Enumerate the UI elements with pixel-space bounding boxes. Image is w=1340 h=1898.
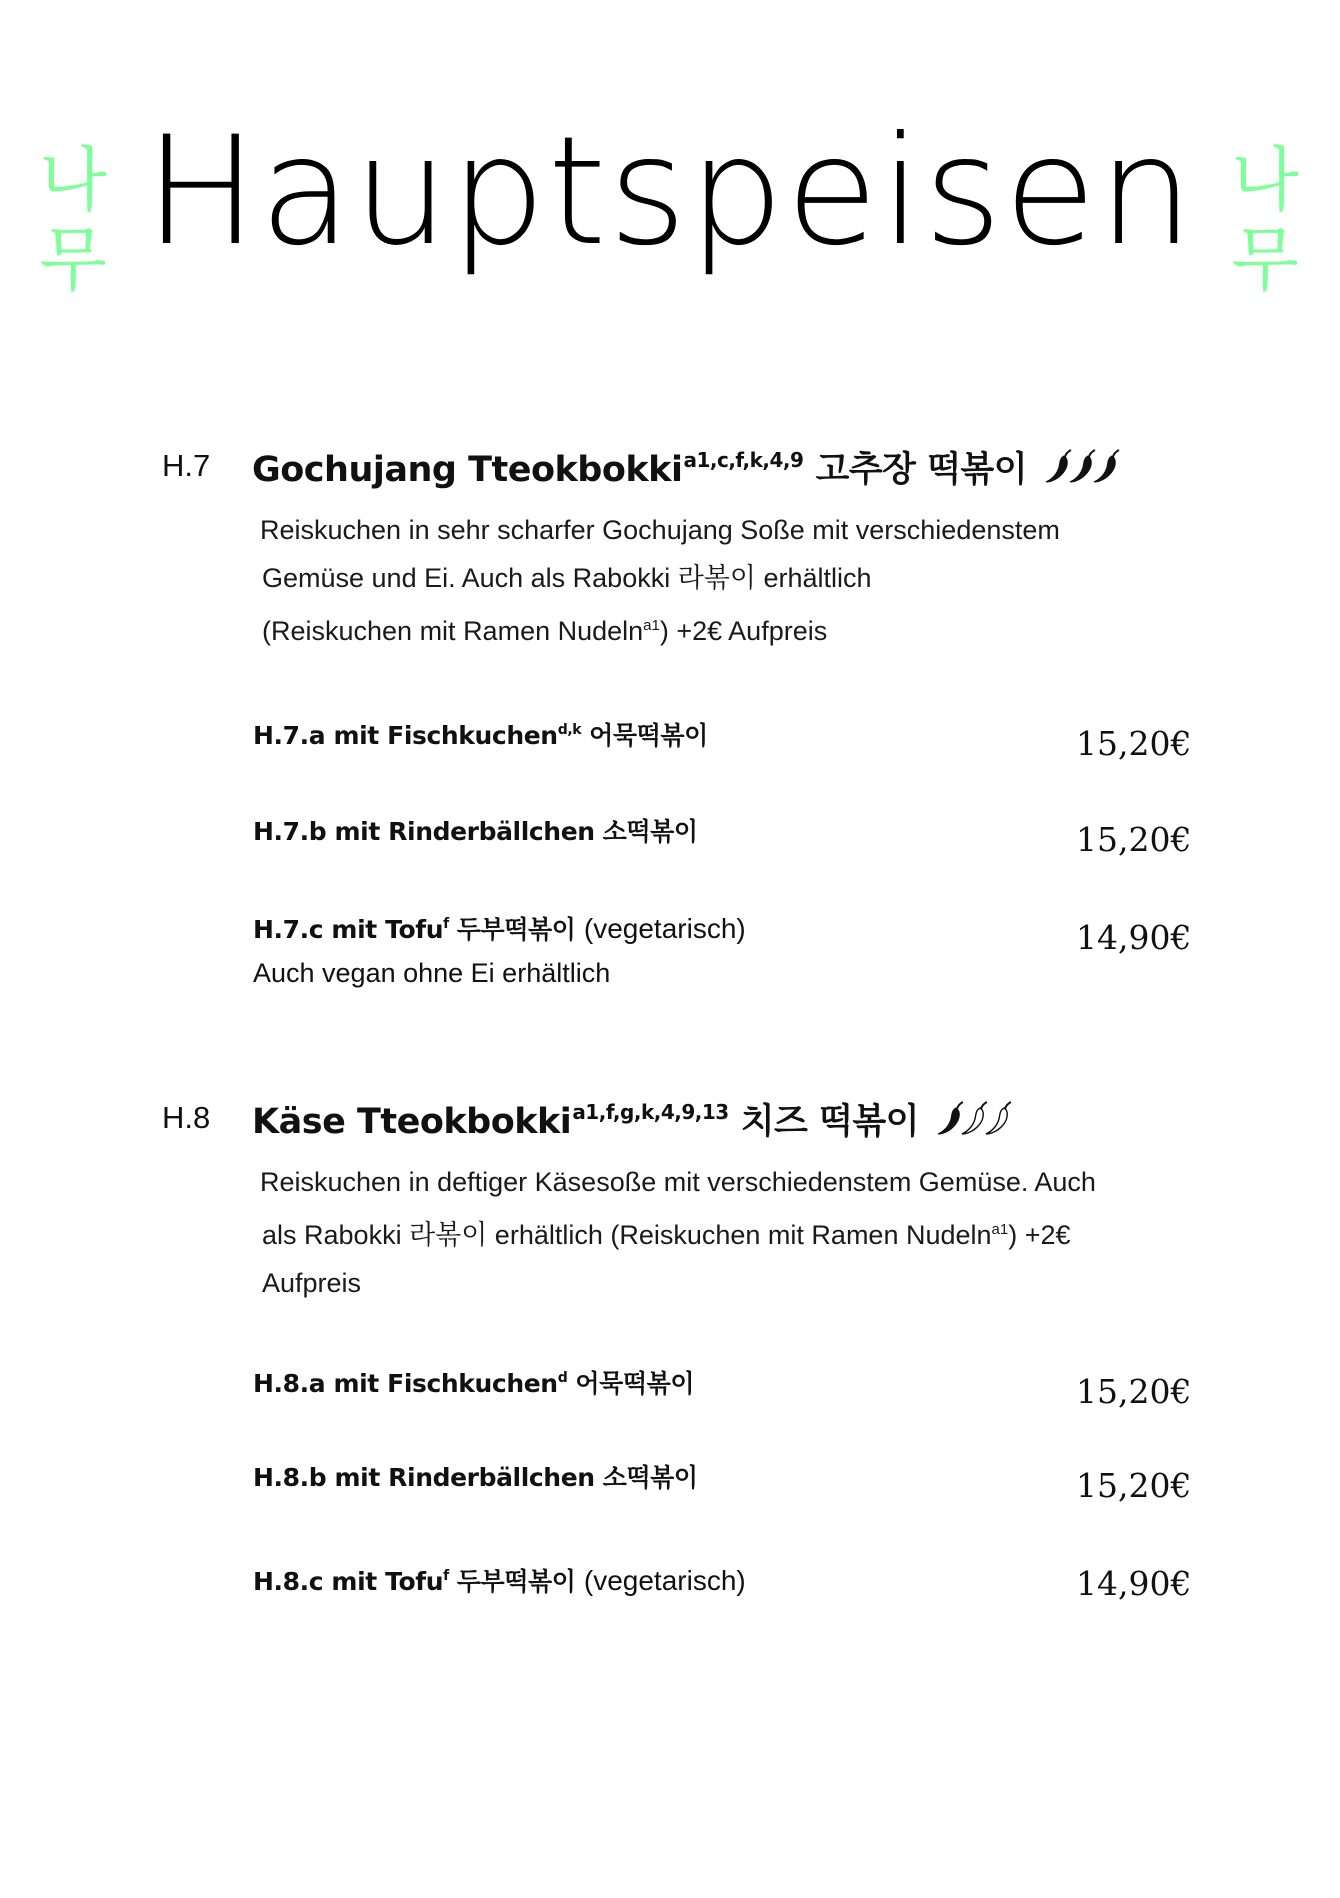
korean-name: 두부떡볶이 [456, 1567, 576, 1596]
allergen-codes: a1,f,g,k,4,9,13 [572, 1100, 729, 1124]
section-code: H.7 [162, 448, 211, 483]
item-price: 14,90€ [1076, 1564, 1192, 1603]
item-name [253, 910, 746, 946]
menu-item [0, 910, 1340, 988]
item-note: (vegetarisch) [583, 913, 746, 944]
description-text: ) +2€ [1008, 1220, 1071, 1250]
section-code: H.8 [162, 1100, 211, 1135]
chili-filled-icon [1093, 449, 1121, 485]
description-line: Gemüse und Ei. Auch als Rabokki 라볶이 erhältlich [262, 563, 872, 593]
menu-item [0, 1458, 1340, 1528]
korean-name: 소떡볶이 [602, 817, 698, 846]
description-line [262, 1206, 1200, 1259]
section-description [260, 506, 1200, 655]
spice-rating [937, 1101, 1009, 1146]
item-label: H.7.b mit Rinderbällchen [253, 817, 595, 846]
menu-section-h8 [0, 1092, 1340, 1603]
side-char: 나 [1231, 139, 1299, 221]
item-name [253, 1364, 694, 1400]
side-char: 나 [39, 139, 107, 221]
dish-name: Käse Tteokbokki [252, 1102, 572, 1142]
item-name [253, 716, 708, 752]
allergen-codes: a1 [991, 1221, 1009, 1238]
item-note: (vegetarisch) [583, 1565, 746, 1596]
dish-name: Gochujang Tteokbokki [252, 450, 683, 490]
section-name [252, 1094, 1009, 1146]
menu-item [0, 1364, 1340, 1434]
item-price: 15,20€ [1076, 1466, 1192, 1505]
item-label: H.7.c mit Tofu [253, 915, 444, 944]
spice-rating [1045, 449, 1117, 494]
section-header [0, 1092, 1340, 1152]
chili-outline-icon [985, 1101, 1013, 1137]
menu-item [0, 716, 1340, 786]
item-subnote: Auch vegan ohne Ei erhältlich [253, 958, 611, 988]
korean-name: 소떡볶이 [602, 1463, 698, 1492]
item-price: 15,20€ [1076, 820, 1192, 859]
item-price: 15,20€ [1076, 724, 1192, 763]
item-name [253, 812, 698, 848]
menu-section-h7 [0, 440, 1340, 988]
description-line: Reiskuchen in deftiger Käsesoße mit verschiedenstem Gemüse. Auch [260, 1167, 1096, 1197]
section-header [0, 440, 1340, 500]
description-text: ) +2€ Aufpreis [659, 616, 828, 646]
allergen-codes: f [443, 916, 449, 932]
allergen-codes: a1,c,f,k,4,9 [683, 448, 804, 472]
allergen-codes: f [443, 1568, 449, 1584]
menu-item [0, 812, 1340, 882]
item-name [253, 1458, 698, 1494]
item-price: 14,90€ [1076, 918, 1192, 957]
allergen-codes: d,k [557, 722, 582, 738]
description-line: Reiskuchen in sehr scharfer Gochujang Soße mit verschiedenstem [260, 515, 1060, 545]
description-line [262, 602, 1200, 655]
description-text: als Rabokki 라볶이 erhältlich (Reiskuchen mit Ramen Nudeln [262, 1220, 992, 1250]
description-text: (Reiskuchen mit Ramen Nudeln [262, 616, 644, 646]
korean-name: 어묵떡볶이 [589, 721, 708, 750]
item-label: H.7.a mit Fischkuchen [253, 721, 558, 750]
side-char: 무 [39, 219, 107, 301]
item-label: H.8.a mit Fischkuchen [253, 1369, 558, 1398]
item-label: H.8.c mit Tofu [253, 1567, 444, 1596]
item-name [253, 1562, 746, 1598]
korean-name: 두부떡볶이 [456, 915, 576, 944]
section-description [260, 1158, 1200, 1307]
korean-name: 고추장 떡볶이 [815, 450, 1027, 490]
section-name [252, 442, 1117, 494]
page-title: Hauptspeisen [144, 105, 1196, 279]
item-label: H.8.b mit Rinderbällchen [253, 1463, 595, 1492]
menu-item [0, 1556, 1340, 1626]
description-line: Aufpreis [262, 1268, 362, 1298]
side-char: 무 [1231, 219, 1299, 301]
allergen-codes: a1 [643, 617, 660, 634]
allergen-codes: d [557, 1370, 568, 1386]
korean-name: 치즈 떡볶이 [740, 1102, 919, 1142]
item-price: 15,20€ [1076, 1372, 1192, 1411]
korean-name: 어묵떡볶이 [575, 1369, 695, 1398]
